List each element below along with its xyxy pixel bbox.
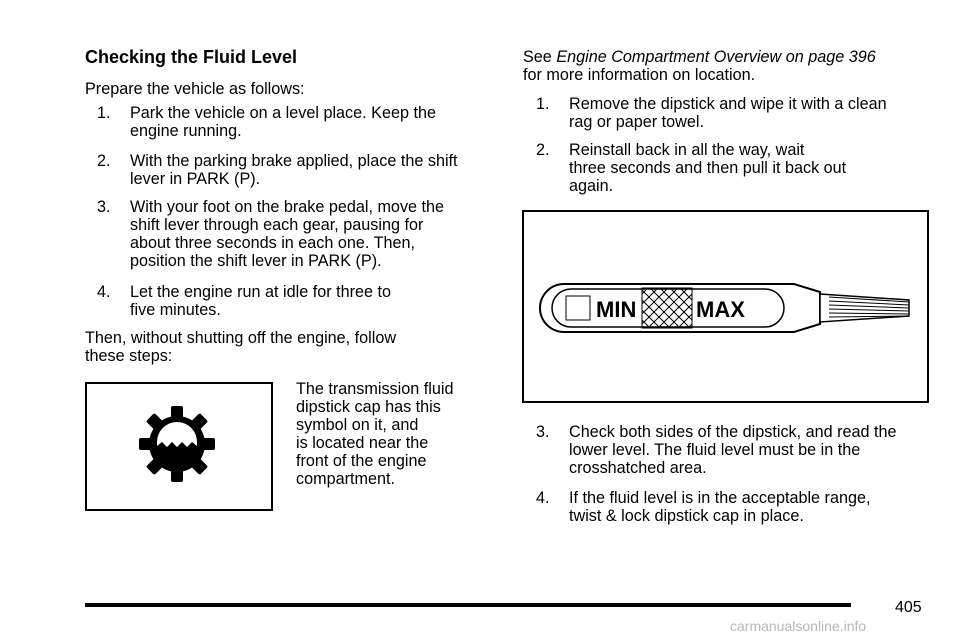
step-text: Check both sides of the dipstick, and read the lower level. The fluid level must be in the crosshatched area. [569, 423, 897, 477]
step-number: 1. [536, 95, 550, 113]
step-text: Park the vehicle on a level place. Keep the engine running. [130, 104, 436, 140]
max-label: MAX [696, 297, 745, 322]
step-text: With the parking brake applied, place the shift lever in PARK (P). [130, 152, 458, 188]
dipstick-illustration [524, 212, 927, 401]
dipstick-figure [522, 210, 929, 403]
section-heading: Checking the Fluid Level [85, 47, 298, 67]
watermark: carmanualsonline.info [730, 618, 867, 634]
step-number: 2. [97, 152, 111, 170]
step-number: 4. [536, 489, 550, 507]
step-text: Let the engine run at idle for three to five minutes. [130, 283, 391, 319]
step-number: 2. [536, 141, 550, 159]
step-text: If the fluid level is in the acceptable range, twist & lock dipstick cap in place. [569, 489, 871, 525]
intro-text: Prepare the vehicle as follows: [85, 80, 305, 98]
step-text: Remove the dipstick and wipe it with a clean rag or paper towel. [569, 95, 887, 131]
step-text: Reinstall back in all the way, wait three seconds and then pull it back out again. [569, 141, 847, 195]
min-label: MIN [596, 297, 637, 322]
transmission-symbol-figure [85, 382, 273, 511]
cross-reference-link[interactable]: Engine Compartment Overview on page 396 [556, 48, 876, 66]
step-text: With your foot on the brake pedal, move the shift lever through each gear, pausing for about three seconds in each one. Then, position the shift lever in PARK (P). [130, 198, 445, 270]
then-text: Then, without shutting off the engine, follow these steps: [85, 329, 397, 365]
see-reference: See Engine Compartment Overview on page 396 for more information on location. [523, 48, 876, 84]
step-number: 3. [536, 423, 550, 441]
footer-rule [85, 603, 851, 607]
step-number: 3. [97, 198, 111, 216]
page-number: 405 [895, 599, 922, 616]
symbol-caption: The transmission fluid dipstick cap has this symbol on it, and is located near the front of the engine compartment. [296, 380, 454, 488]
step-number: 4. [97, 283, 111, 301]
transmission-fluid-icon [87, 384, 271, 509]
step-number: 1. [97, 104, 111, 122]
